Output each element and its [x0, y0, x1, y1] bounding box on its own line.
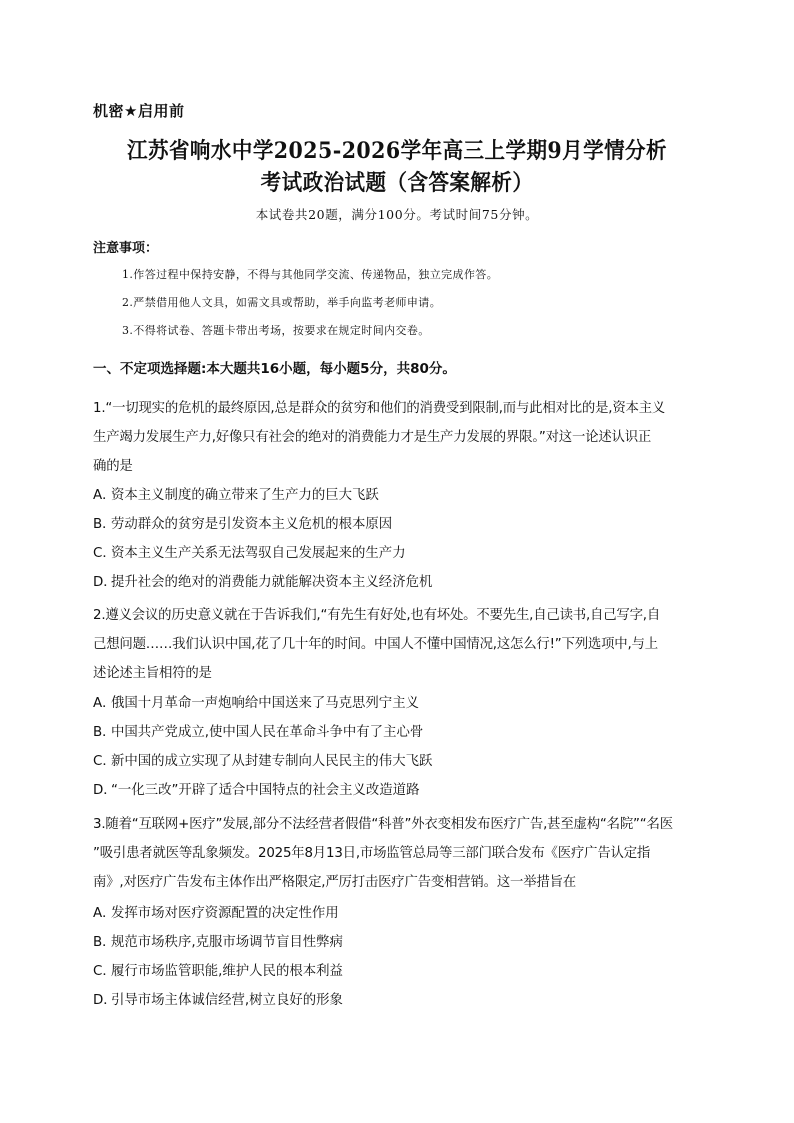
option-key: B． — [93, 935, 116, 950]
section-heading: 一、不定项选择题:本大题共16小题，每小题5分，共80分。 — [93, 361, 456, 377]
option-text: 俄国十月革命一声炮响给中国送来了马克思列宁主义 — [111, 696, 419, 711]
page-title-line1: 江苏省响水中学2025-2026学年高三上学期9月学情分析 — [126, 138, 668, 164]
option-d — [93, 989, 343, 1008]
option-b — [93, 931, 343, 950]
page-title-line2: 考试政治试题（含答案解析） — [260, 170, 534, 196]
option-key: B． — [93, 725, 116, 740]
option-key: C． — [93, 754, 116, 769]
question-stem-line: 1.“一切现实的危机的最终原因,总是群众的贫穷和他们的消费受到限制,而与此相对比的是,资本主义 — [93, 401, 666, 416]
option-a — [93, 692, 419, 711]
option-b — [93, 513, 392, 532]
option-a — [93, 484, 379, 503]
option-text: 发挥市场对医疗资源配置的决定性作用 — [111, 906, 339, 921]
option-key: D． — [93, 783, 117, 798]
option-text: 履行市场监管职能,维护人民的根本利益 — [111, 964, 343, 979]
option-text: 提升社会的绝对的消费能力就能解决资本主义经济危机 — [111, 575, 433, 590]
option-text: 资本主义制度的确立带来了生产力的巨大飞跃 — [111, 488, 379, 503]
option-key: A． — [93, 906, 116, 921]
option-key: C． — [93, 546, 116, 561]
question-stem-line: ”吸引患者就医等乱象频发。2025年8月13日,市场监管总局等三部门联合发布《医疗广告认定指 — [93, 846, 651, 861]
option-d — [93, 779, 419, 798]
option-text: 引导市场主体诚信经营,树立良好的形象 — [111, 993, 343, 1008]
option-text: 资本主义生产关系无法驾驭自己发展起来的生产力 — [111, 546, 406, 561]
option-key: A． — [93, 696, 116, 711]
notice-item: 2.严禁借用他人文具，如需文具或帮助，举手向监考老师申请。 — [122, 296, 442, 309]
option-text: 中国共产党成立,使中国人民在革命斗争中有了主心骨 — [111, 725, 424, 740]
option-c — [93, 750, 432, 769]
exam-info: 本试卷共20题，满分100分。考试时间75分钟。 — [255, 207, 539, 222]
question-stem-line: 确的是 — [93, 459, 133, 474]
question-stem-line: 述论述主旨相符的是 — [93, 666, 212, 681]
option-b — [93, 721, 423, 740]
option-text: 新中国的成立实现了从封建专制向人民民主的伟大飞跃 — [111, 754, 433, 769]
question-stem-line: 2.遵义会议的历史意义就在于告诉我们,“有先生有好处,也有坏处。不要先生,自己读书,自己写字,自 — [93, 608, 661, 623]
notice-item: 3.不得将试卷、答题卡带出考场，按要求在规定时间内交卷。 — [122, 324, 430, 337]
question-stem-line: 生产竭力发展生产力,好像只有社会的绝对的消费能力才是生产力发展的界限。”对这一论述认识正 — [93, 430, 652, 445]
option-text: 劳动群众的贫穷是引发资本主义危机的根本原因 — [111, 517, 393, 532]
option-key: A． — [93, 488, 116, 503]
notice-heading: 注意事项： — [93, 241, 159, 256]
option-key: D． — [93, 993, 117, 1008]
option-c — [93, 960, 343, 979]
option-key: C． — [93, 964, 116, 979]
option-text: “一化三改”开辟了适合中国特点的社会主义改造道路 — [111, 783, 420, 798]
question-stem-line: 南》,对医疗广告发布主体作出严格限定,严厉打击医疗广告变相营销。这一举措旨在 — [93, 875, 576, 890]
option-key: D． — [93, 575, 117, 590]
option-text: 规范市场秩序,克服市场调节盲目性弊病 — [111, 935, 343, 950]
question-stem-line: 己想问题……我们认识中国,花了几十年的时间。中国人不懂中国情况,这怎么行!”下列选项中,与上 — [93, 637, 658, 652]
option-c — [93, 542, 406, 561]
option-a — [93, 902, 339, 921]
option-key: B． — [93, 517, 116, 532]
question-stem-line: 3.随着“互联网+医疗”发展,部分不法经营者假借“科普”外衣变相发布医疗广告,甚至虚构“名院”“名医 — [93, 817, 673, 832]
option-d — [93, 571, 432, 590]
confidential-label: 机密★启用前 — [93, 102, 185, 120]
notice-item: 1.作答过程中保持安静，不得与其他同学交流、传递物品，独立完成作答。 — [122, 268, 499, 281]
